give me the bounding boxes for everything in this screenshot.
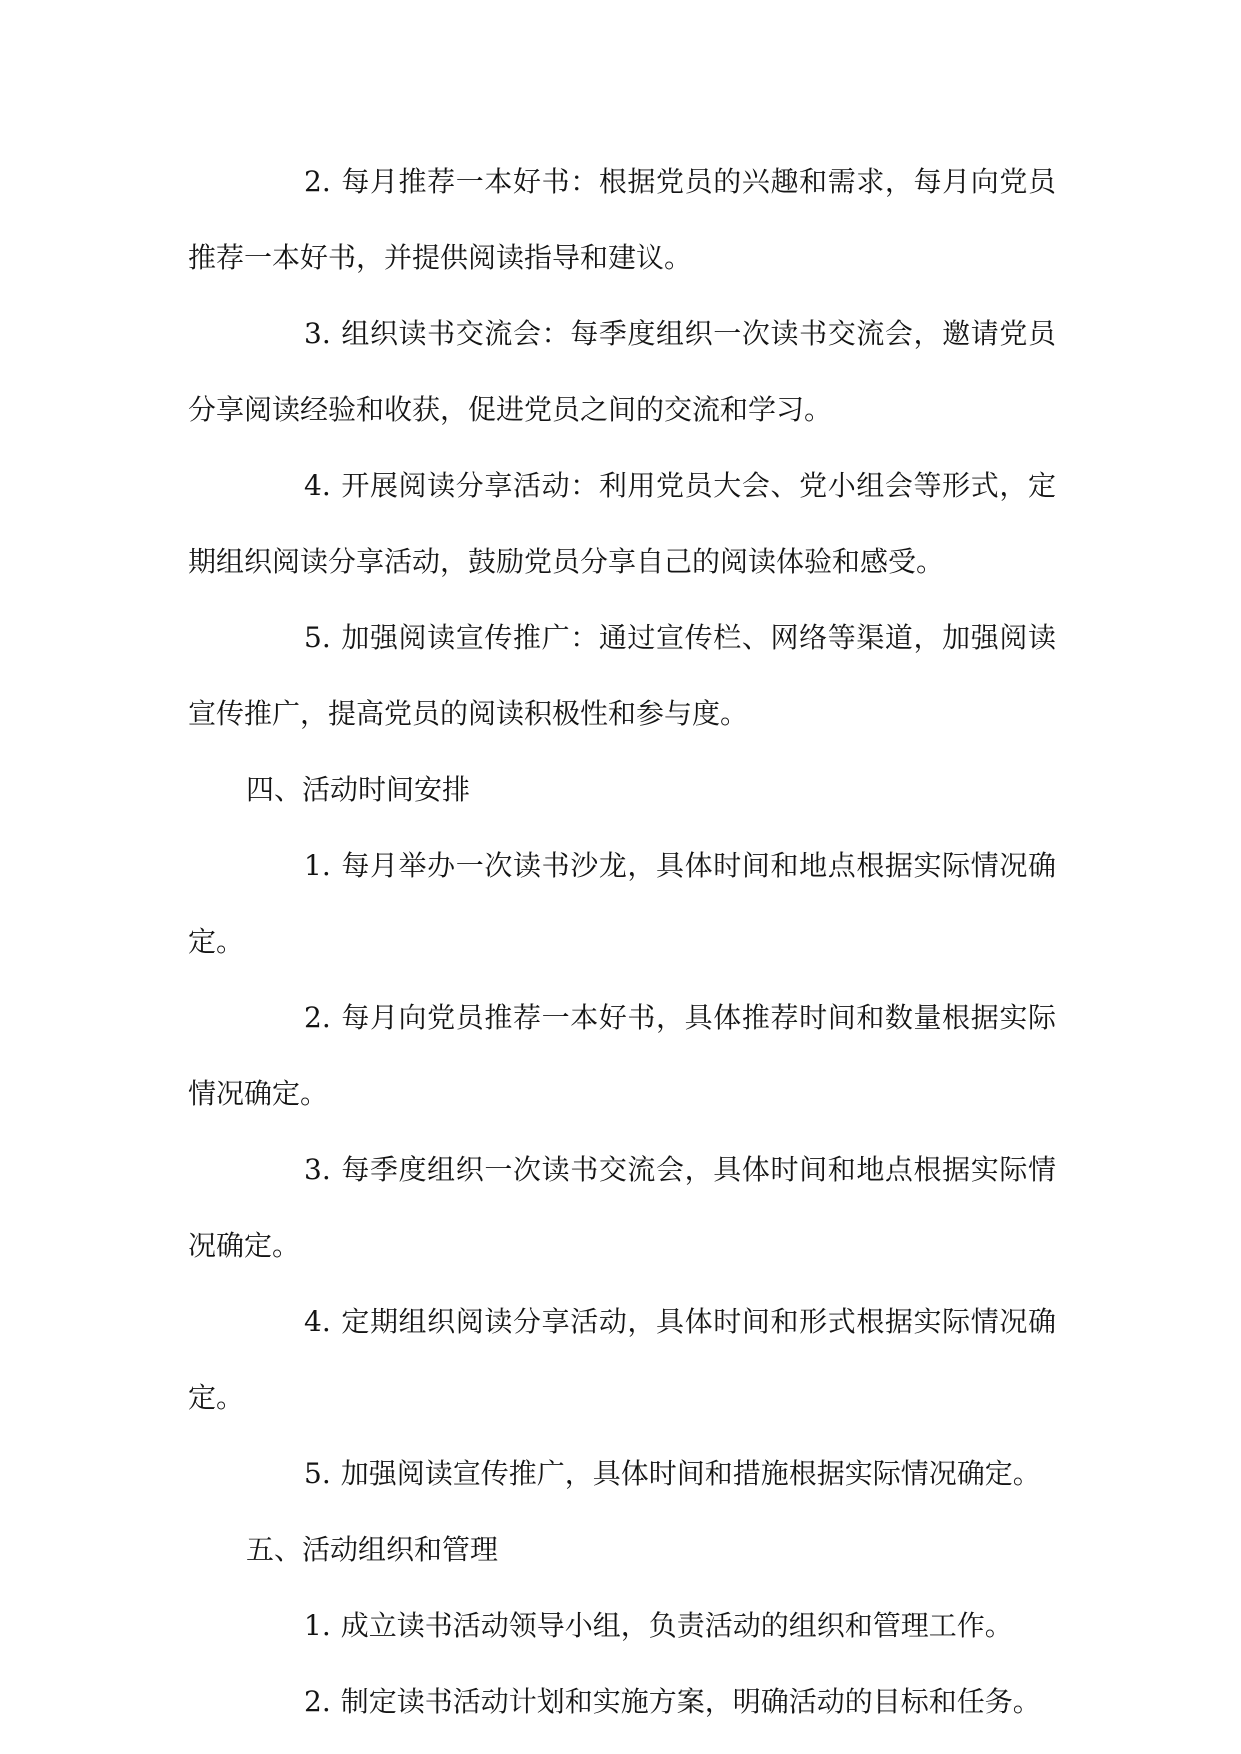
list-item bbox=[188, 1664, 1056, 1740]
item-text: 每月推荐一本好书：根据党员的兴趣和需求，每月向党员推荐一本好书，并提供阅读指导和建议。 bbox=[188, 165, 1056, 274]
document-body bbox=[188, 144, 1056, 1740]
item-number: 4. bbox=[304, 1305, 331, 1338]
list-item bbox=[188, 600, 1056, 752]
item-text: 每月举办一次读书沙龙，具体时间和地点根据实际情况确定。 bbox=[188, 849, 1056, 958]
section-heading bbox=[188, 1512, 1056, 1588]
list-item bbox=[188, 296, 1056, 448]
item-number: 3. bbox=[304, 1153, 331, 1186]
item-number: 2. bbox=[304, 1001, 331, 1034]
item-text: 组织读书交流会：每季度组织一次读书交流会，邀请党员分享阅读经验和收获，促进党员之间的交流和学习。 bbox=[188, 317, 1056, 426]
item-text: 每月向党员推荐一本好书，具体推荐时间和数量根据实际情况确定。 bbox=[188, 1001, 1056, 1110]
item-text: 加强阅读宣传推广：通过宣传栏、网络等渠道，加强阅读宣传推广，提高党员的阅读积极性和参与度。 bbox=[188, 621, 1056, 730]
list-item bbox=[188, 980, 1056, 1132]
item-text: 每季度组织一次读书交流会，具体时间和地点根据实际情况确定。 bbox=[188, 1153, 1056, 1262]
section-heading-text: 五、活动组织和管理 bbox=[246, 1533, 499, 1566]
list-item bbox=[188, 1588, 1056, 1664]
item-number: 4. bbox=[304, 469, 331, 502]
list-item bbox=[188, 1284, 1056, 1436]
item-number: 5. bbox=[304, 1457, 331, 1490]
item-number: 1. bbox=[304, 1609, 331, 1642]
list-item bbox=[188, 144, 1056, 296]
item-number: 5. bbox=[304, 621, 331, 654]
item-text: 成立读书活动领导小组，负责活动的组织和管理工作。 bbox=[340, 1609, 1013, 1642]
item-text: 开展阅读分享活动：利用党员大会、党小组会等形式，定期组织阅读分享活动，鼓励党员分享自己的阅读体验和感受。 bbox=[188, 469, 1056, 578]
item-number: 3. bbox=[304, 317, 331, 350]
item-text: 制定读书活动计划和实施方案，明确活动的目标和任务。 bbox=[340, 1685, 1041, 1718]
section-heading bbox=[188, 752, 1056, 828]
item-text: 加强阅读宣传推广，具体时间和措施根据实际情况确定。 bbox=[340, 1457, 1041, 1490]
item-number: 2. bbox=[304, 165, 331, 198]
list-item bbox=[188, 1436, 1056, 1512]
list-item bbox=[188, 1132, 1056, 1284]
item-number: 2. bbox=[304, 1685, 331, 1718]
list-item bbox=[188, 448, 1056, 600]
list-item bbox=[188, 828, 1056, 980]
section-heading-text: 四、活动时间安排 bbox=[246, 773, 471, 806]
item-number: 1. bbox=[304, 849, 331, 882]
item-text: 定期组织阅读分享活动，具体时间和形式根据实际情况确定。 bbox=[188, 1305, 1056, 1414]
